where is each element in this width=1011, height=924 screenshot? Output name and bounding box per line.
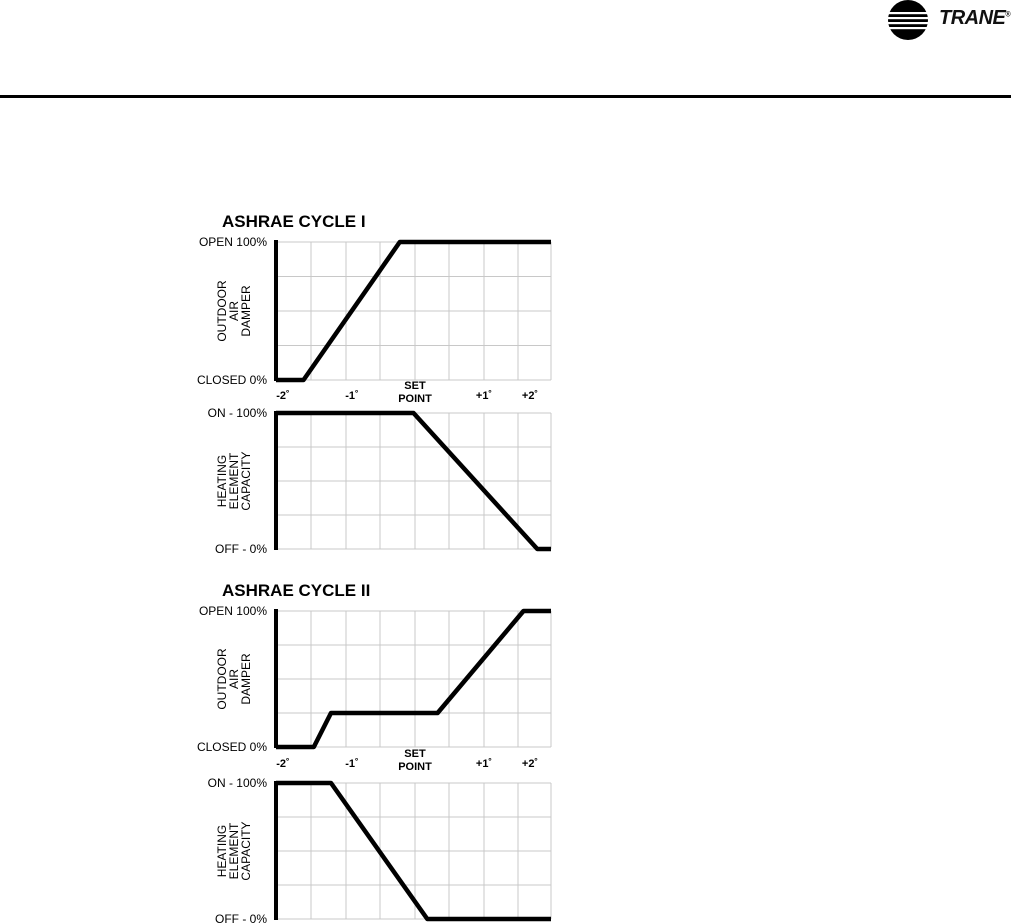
y-axis-label: ELEMENT [227,822,241,880]
y-axis-label: DAMPER [239,653,253,705]
y-axis-label: HEATING [215,824,229,878]
x-tick-label: +1˚ [475,758,493,770]
x-tick-label: +2˚ [521,758,539,770]
x-tick-label: +1˚ [475,390,493,402]
set-point-label: POINT [398,761,432,773]
y-axis-label: CAPACITY [239,451,253,511]
chart-title: ASHRAE CYCLE II [222,581,371,600]
x-tick-label: -2˚ [276,758,290,770]
brand-name: TRANE [939,7,1006,29]
set-point-label: SET [404,380,426,392]
y-max-label: OPEN 100% [198,235,267,249]
y-max-label: ON - 100% [207,406,267,420]
x-tick-label: -1˚ [345,758,359,770]
y-axis-label: HEATING [215,454,229,508]
y-axis-label: AIR [227,300,241,322]
set-point-label: POINT [398,393,432,405]
x-tick-label: -1˚ [345,390,359,402]
y-axis-label: AIR [227,668,241,690]
y-min-label: CLOSED 0% [196,373,267,387]
x-tick-label: -2˚ [276,390,290,402]
x-tick-label: +2˚ [521,390,539,402]
y-axis-label: OUTDOOR [215,648,229,710]
y-min-label: OFF - 0% [214,542,267,556]
set-point-label: SET [404,748,426,760]
y-max-label: OPEN 100% [198,604,267,618]
y-max-label: ON - 100% [207,776,267,790]
y-min-label: CLOSED 0% [196,740,267,754]
y-min-label: OFF - 0% [214,912,267,924]
y-axis-label: ELEMENT [227,452,241,510]
chart-title: ASHRAE CYCLE I [222,212,366,231]
y-axis-label: DAMPER [239,285,253,337]
y-axis-label: OUTDOOR [215,280,229,342]
y-axis-label: CAPACITY [239,821,253,881]
brand-reg: ® [1005,11,1011,19]
